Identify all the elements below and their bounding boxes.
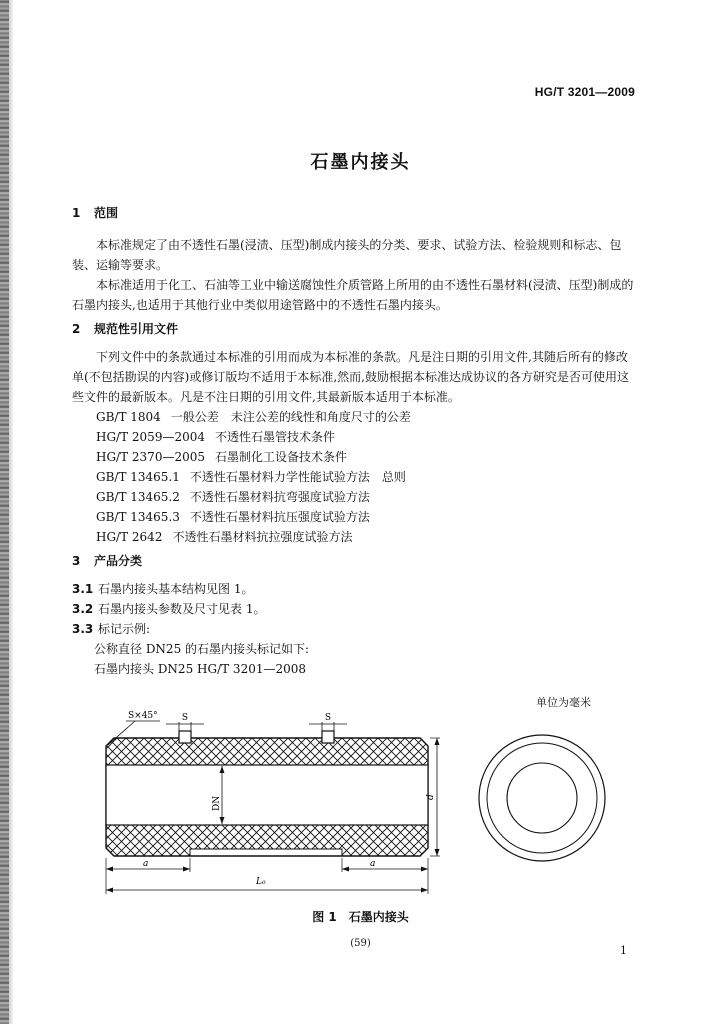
section-3-title: 产品分类 — [94, 554, 143, 568]
reference-title: 石墨制化工设备技术条件 — [215, 450, 348, 464]
section-2-body — [72, 347, 638, 547]
reference-title: 不透性石墨材料抗压强度试验方法 — [189, 510, 370, 524]
figure-caption-text: 石墨内接头 — [348, 910, 409, 924]
reference-code: GB/T 1804 — [96, 410, 161, 424]
section-1-body — [72, 235, 638, 315]
reference-code: GB/T 13465.3 — [96, 510, 180, 524]
reference-item — [96, 467, 638, 487]
section-2 — [72, 319, 638, 339]
page-number-right: 1 — [620, 944, 627, 957]
end-view-chamfer — [487, 743, 597, 853]
reference-code: HG/T 2642 — [96, 530, 163, 544]
dim-a-right: a — [370, 859, 376, 869]
marking-example-intro: 公称直径 DN25 的石墨内接头标记如下: — [94, 642, 310, 656]
page-number-center: (59) — [350, 938, 371, 949]
marking-example: 石墨内接头 DN25 HG/T 3201—2008 — [94, 662, 307, 676]
figure-caption-number: 图 1 — [312, 910, 337, 924]
section-1 — [72, 203, 638, 223]
reference-code: GB/T 13465.2 — [96, 490, 180, 504]
clause-item — [72, 599, 638, 619]
reference-code: HG/T 2059—2004 — [96, 430, 205, 444]
section-3-body — [72, 579, 638, 679]
dim-a-left: a — [143, 859, 149, 869]
dim-l0: L₀ — [256, 877, 266, 887]
clause-number: 3.3 — [72, 622, 94, 636]
bore — [106, 765, 428, 825]
reference-title: 不透性石墨材料抗拉强度试验方法 — [172, 530, 353, 544]
top-wall-hatch — [106, 738, 428, 765]
reference-item — [96, 487, 638, 507]
clause-text: 标记示例: — [98, 622, 151, 636]
clause-number: 3.2 — [72, 602, 94, 616]
figure-1-drawing — [0, 700, 721, 905]
section-3-heading — [72, 551, 638, 571]
clause-item — [72, 619, 638, 639]
reference-item — [96, 427, 638, 447]
figure-caption — [0, 908, 721, 925]
section-1-paragraph: 本标准适用于化工、石油等工业中输送腐蚀性介质管路上所用的由不透性石墨材料(浸渍、压型)制成的石墨内接头,也适用于其他行业中类似用途管路中的不透性石墨内接头。 — [72, 278, 634, 312]
unit-note: 单位为毫米 — [536, 696, 591, 709]
standard-number: HG/T 3201—2009 — [534, 85, 635, 99]
reference-item — [96, 527, 638, 547]
bottom-wall-hatch — [106, 825, 428, 856]
clause-item — [72, 579, 638, 599]
section-3 — [72, 551, 638, 571]
notch-left — [179, 731, 191, 743]
dim-s-left: S — [181, 713, 189, 723]
clause-text: 石墨内接头基本结构见图 1。 — [98, 582, 254, 596]
reference-code: GB/T 13465.1 — [96, 470, 180, 484]
reference-item — [96, 407, 638, 427]
reference-item — [96, 447, 638, 467]
reference-title: 不透性石墨管技术条件 — [215, 430, 336, 444]
dim-d: d — [426, 794, 436, 800]
reference-code: HG/T 2370—2005 — [96, 450, 205, 464]
section-2-title: 规范性引用文件 — [94, 322, 179, 336]
section-3-number: 3 — [72, 554, 81, 568]
reference-list — [72, 407, 638, 547]
section-2-paragraph: 下列文件中的条款通过本标准的引用而成为本标准的条款。凡是注日期的引用文件,其随后所有的修改单(不包括勘误的内容)或修订版均不适用于本标准,然而,鼓励根据本标准达成协议的各方研究是否可使用这些文件的最新版本。凡是不注日期的引用文件,其最新版本适用于本标准。 — [72, 350, 629, 404]
dim-s-right: S — [324, 713, 332, 723]
clause-number: 3.1 — [72, 582, 94, 596]
notch-right — [322, 731, 334, 743]
section-2-number: 2 — [72, 322, 81, 336]
section-1-number: 1 — [72, 206, 81, 220]
section-1-title: 范围 — [94, 206, 119, 220]
reference-item — [96, 507, 638, 527]
section-1-paragraph: 本标准规定了由不透性石墨(浸渍、压型)制成内接头的分类、要求、试验方法、检验规则和标志、包装、运输等要求。 — [72, 238, 622, 272]
dim-chamfer: S×45° — [128, 711, 158, 721]
section-3-items — [72, 579, 638, 639]
reference-title: 不透性石墨材料抗弯强度试验方法 — [189, 490, 370, 504]
section-1-heading — [72, 203, 638, 223]
end-view-bore — [507, 763, 577, 833]
section-2-heading — [72, 319, 638, 339]
page-title: 石墨内接头 — [310, 152, 411, 173]
reference-title: 不透性石墨材料力学性能试验方法 总则 — [189, 470, 406, 484]
dim-dn: DN — [212, 795, 222, 811]
reference-title: 一般公差 未注公差的线性和角度尺寸的公差 — [170, 410, 411, 424]
end-view-outer — [479, 735, 605, 861]
clause-text: 石墨内接头参数及尺寸见表 1。 — [98, 602, 266, 616]
